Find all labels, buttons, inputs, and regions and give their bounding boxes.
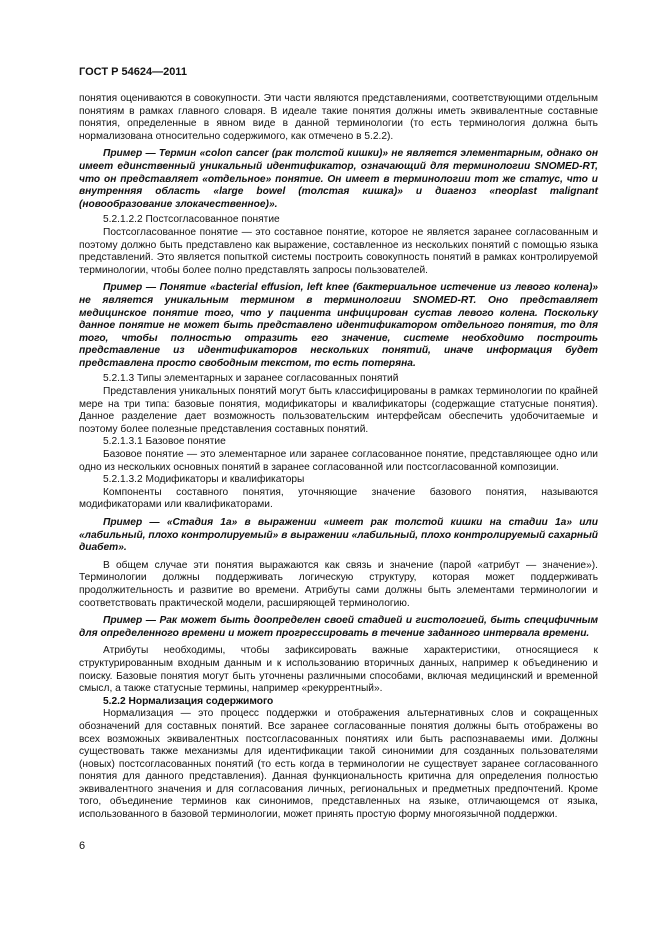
example-paragraph: Пример — Термин «colon cancer (рак толстой кишки)» не является элементарным, однако он имеет единственный уникальный идентификатор, означающий для терминологии SNOMED-RT, что он представляет «отдельное» понятие. Он имеет в терминологии тот же статус, что и внутренняя область «large bowel (толстая кишка)» и диагноз «neoplast malignant (новообразование злокачественное)». [79, 148, 598, 210]
section-heading: 5.2.1.2.2 Постсогласованное понятие [103, 214, 280, 226]
paragraph: Постсогласованное понятие — это составное понятие, которое не является заранее согласованным и поэтому должно быть представлено как выражение, составленное из нескольких понятий с помощью языка представлений. Это является попыткой системы построить совокупность понятий в рамках контролируемой терминологии, чтобы более полно представлять запросы пользователей. [79, 226, 598, 276]
page-number: 6 [79, 840, 86, 852]
section-heading: 5.2.1.3.1 Базовое понятие [103, 436, 226, 448]
example-paragraph: Пример — Рак может быть доопределен своей стадией и гистологией, быть специфичным для определенного времени и может прогрессировать в течение заданного интервала времени. [79, 615, 598, 639]
section-heading: 5.2.1.3.2 Модификаторы и квалификаторы [103, 474, 305, 486]
paragraph: понятия оцениваются в совокупности. Эти части являются представлениями, соответствующими отдельным понятиям в рамках главного словаря. В идеале такие понятия должны иметь эквивалентные составные понятия, определенные в явном виде в данной терминологии (то есть терминология должна быть нормализована относительно содержимого, как отмечено в 5.2.2). [79, 93, 598, 142]
paragraph: Атрибуты необходимы, чтобы зафиксировать важные характеристики, относящиеся к структурированным входным данным и к использованию вторичных данных, например к объединению и поиску. Базовые понятия могут быть уточнены различными способами, включая медицинский и временной смысл, а также статусные термины, например «рекуррентный». [79, 645, 598, 695]
example-paragraph: Пример — Понятие «bacterial effusion, left knee (бактериальное истечение из левого колена)» не является уникальным термином в терминологии SNOMED-RT. Оно представляет медицинское понятие того, что у пациента инфицирован сустав левого колена. Поскольку данное понятие не может быть представлено идентификатором отдельного понятия, то для того, чтобы полностью отразить его значение, системе необходимо построить представление из идентификаторов нескольких понятий, иначе информация будет представлена просто свободным текстом, то есть потеряна. [79, 282, 598, 369]
document-id-header: ГОСТ Р 54624—2011 [79, 66, 187, 78]
section-heading: 5.2.1.3 Типы элементарных и заранее согласованных понятий [103, 373, 399, 385]
paragraph: В общем случае эти понятия выражаются как связь и значение (парой «атрибут — значение»). Терминологии должны поддерживать логическую структуру, которая может поддерживать продолжительность и развитие во времени. Атрибуты сами должны быть элементами терминологии и соответствовать практической модели, расширяющей терминологию. [79, 559, 598, 609]
page-body [79, 93, 598, 822]
paragraph: Компоненты составного понятия, уточняющие значение базового понятия, называются модификаторами или квалификаторами. [79, 486, 598, 511]
example-paragraph: Пример — «Стадия 1а» в выражении «имеет рак толстой кишки на стадии 1а» или «лабильный, плохо контролируемый» в выражении «лабильный, плохо контролируемый сахарный диабет». [79, 517, 598, 554]
paragraph: Представления уникальных понятий могут быть классифицированы в рамках терминологии по крайней мере на три типа: базовые понятия, модификаторы и квалификаторы (содержащие статусные понятия). Данное разделение дает возможность пользовательским интерфейсам обеспечить удобочитаемые и поэтому более полезные представления составных понятий. [79, 386, 598, 435]
paragraph: Базовое понятие — это элементарное или заранее согласованное понятие, представляющее одно или одно из нескольких основных понятий в заранее согласованной или постсогласованной композиции. [79, 449, 598, 473]
section-heading: 5.2.2 Нормализация содержимого [103, 695, 274, 707]
paragraph: Нормализация — это процесс поддержки и отображения альтернативных слов и сокращенных обозначений для составных понятий. Все заранее согласованные понятия должны быть отображены во всех возможных эквивалентных постсогласованных понятиях или быть распознаваемы ими. Должны существовать также механизмы для идентификации такой синонимии для созданных пользователями (новых) постсогласованных понятий (то есть когда в терминологии не существует заранее согласованного понятия для данного представления). Данная функциональность критична для определения полностью эквивалентного значения и для согласования личных, региональных и предметных предпочтений. Кроме того, объединение терминов как синонимов, представленных на языке, отличающемся от языка, использованного в базовой терминологии, может принять простую форму многоязычной поддержки. [79, 708, 598, 821]
